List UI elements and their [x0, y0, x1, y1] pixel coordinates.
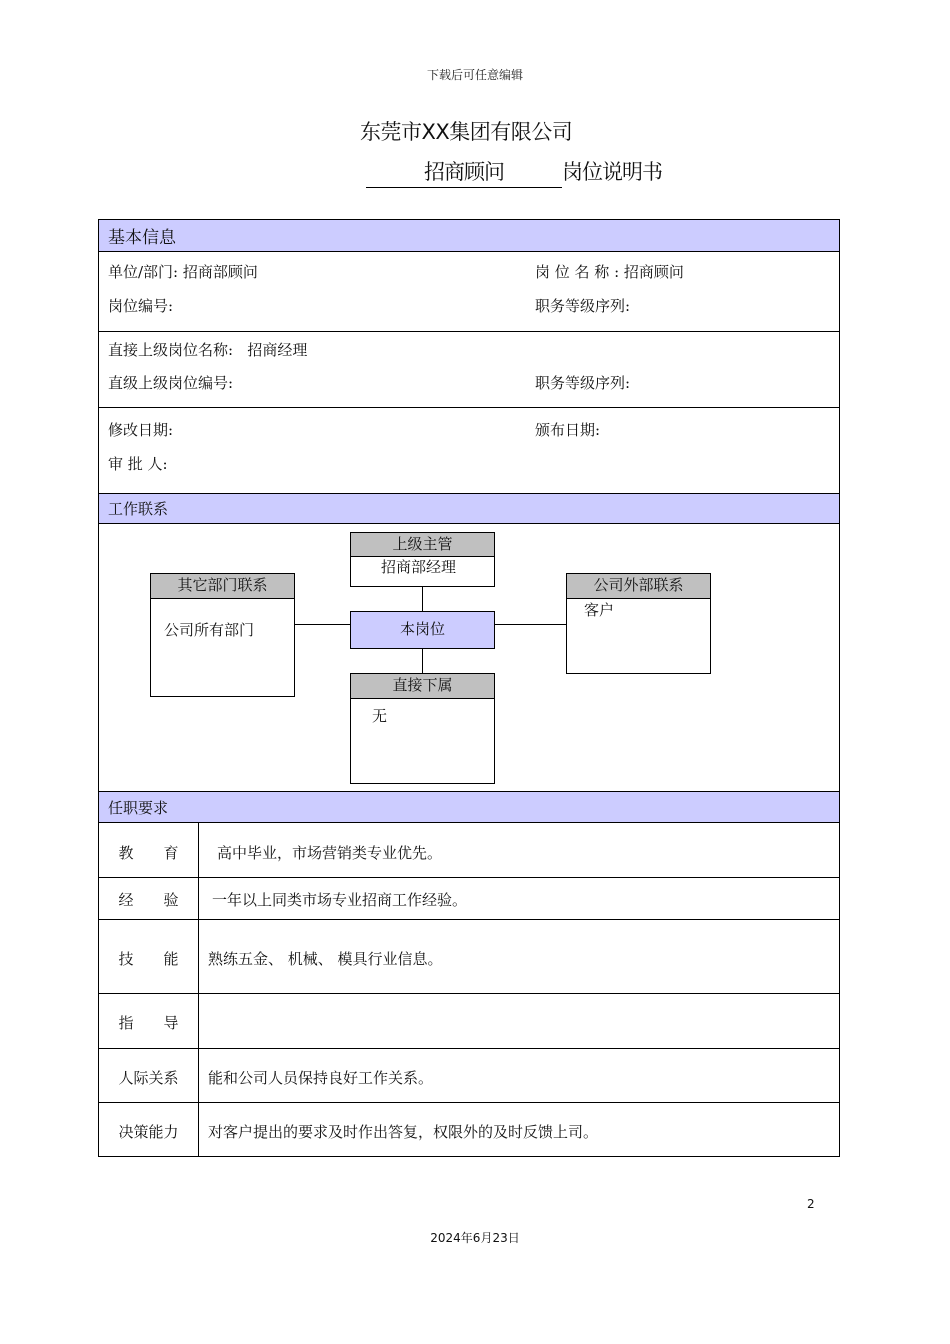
position-name: [535, 261, 684, 282]
req-label-guidance: 指 导: [118, 1014, 179, 1032]
row-divider: [98, 1048, 840, 1049]
footer-date: 2024年6月23日: [430, 1231, 520, 1245]
header-note: 下载后可任意编辑: [426, 68, 523, 82]
req-value-skills: 熟练五金、 机械、 模具行业信息。: [208, 950, 443, 968]
divider: [98, 331, 840, 332]
superior-name-label: 直接上级岗位名称:: [108, 341, 234, 359]
req-label-skills: 技 能: [118, 950, 179, 968]
req-value-education: 高中毕业，市场营销类专业优先。: [217, 844, 443, 862]
row-divider: [98, 1102, 840, 1103]
req-value-experience: 一年以上同类市场专业招商工作经验。: [212, 891, 468, 909]
superior-body: 招商部经理: [381, 558, 457, 576]
grade-label: 职务等级序列:: [535, 297, 631, 315]
subordinate-body: 无: [372, 707, 388, 725]
req-value-decision: 对客户提出的要求及时作出答复，权限外的及时反馈上司。: [208, 1123, 599, 1141]
row-divider: [98, 877, 840, 878]
grade-label-2: 职务等级序列:: [535, 374, 631, 392]
page-number: 2: [807, 1197, 815, 1211]
subordinate-head: 直接下属: [350, 673, 495, 699]
connector-right: [494, 624, 567, 625]
divider: [98, 251, 840, 252]
unit-value: 招商部顾问: [182, 263, 258, 281]
this-position-label: 本岗位: [399, 620, 445, 638]
external-body: 客户: [584, 601, 615, 619]
req-value-relations: 能和公司人员保持良好工作关系。: [208, 1069, 434, 1087]
company-name: 东莞市XX集团有限公司: [360, 120, 573, 144]
divider: [98, 822, 840, 823]
req-label-education: 教 育: [118, 844, 179, 862]
column-divider: [198, 822, 199, 1157]
position-label: 岗 位 名 称 :: [535, 263, 620, 281]
section-basic-info: 基本信息: [99, 220, 839, 251]
other-dept-body: 公司所有部门: [164, 621, 255, 639]
section-requirements: 任职要求: [99, 792, 839, 822]
post-number-label: 岗位编号:: [108, 297, 174, 315]
other-dept-head: 其它部门联系: [150, 573, 295, 599]
connector-left: [294, 624, 351, 625]
superior-head: 上级主管: [350, 532, 495, 557]
divider: [98, 523, 840, 524]
section-work-relations: 工作联系: [99, 494, 839, 523]
row-divider: [98, 993, 840, 994]
req-label-decision: 决策能力: [118, 1123, 179, 1141]
approver-label: 审 批 人:: [108, 455, 168, 473]
row-divider: [98, 919, 840, 920]
unit-label: [108, 261, 258, 282]
modified-date-label: 修改日期:: [108, 421, 174, 439]
job-title: 招商顾问: [366, 156, 562, 188]
req-label-experience: 经 验: [118, 891, 179, 909]
superior-name-value: 招商经理: [247, 341, 308, 359]
superior-name: [108, 339, 307, 360]
req-label-relations: 人际关系: [118, 1069, 179, 1087]
unit-label-text: 单位/部门:: [108, 263, 179, 281]
external-head: 公司外部联系: [566, 573, 711, 599]
connector-up: [422, 586, 423, 612]
issued-date-label: 颁布日期:: [535, 421, 601, 439]
superior-number-label: 直级上级岗位编号:: [108, 374, 234, 392]
position-value: 招商顾问: [623, 263, 684, 281]
doc-title-suffix: 岗位说明书: [562, 160, 662, 184]
divider: [98, 407, 840, 408]
connector-down: [422, 648, 423, 674]
document-title: [366, 156, 662, 188]
